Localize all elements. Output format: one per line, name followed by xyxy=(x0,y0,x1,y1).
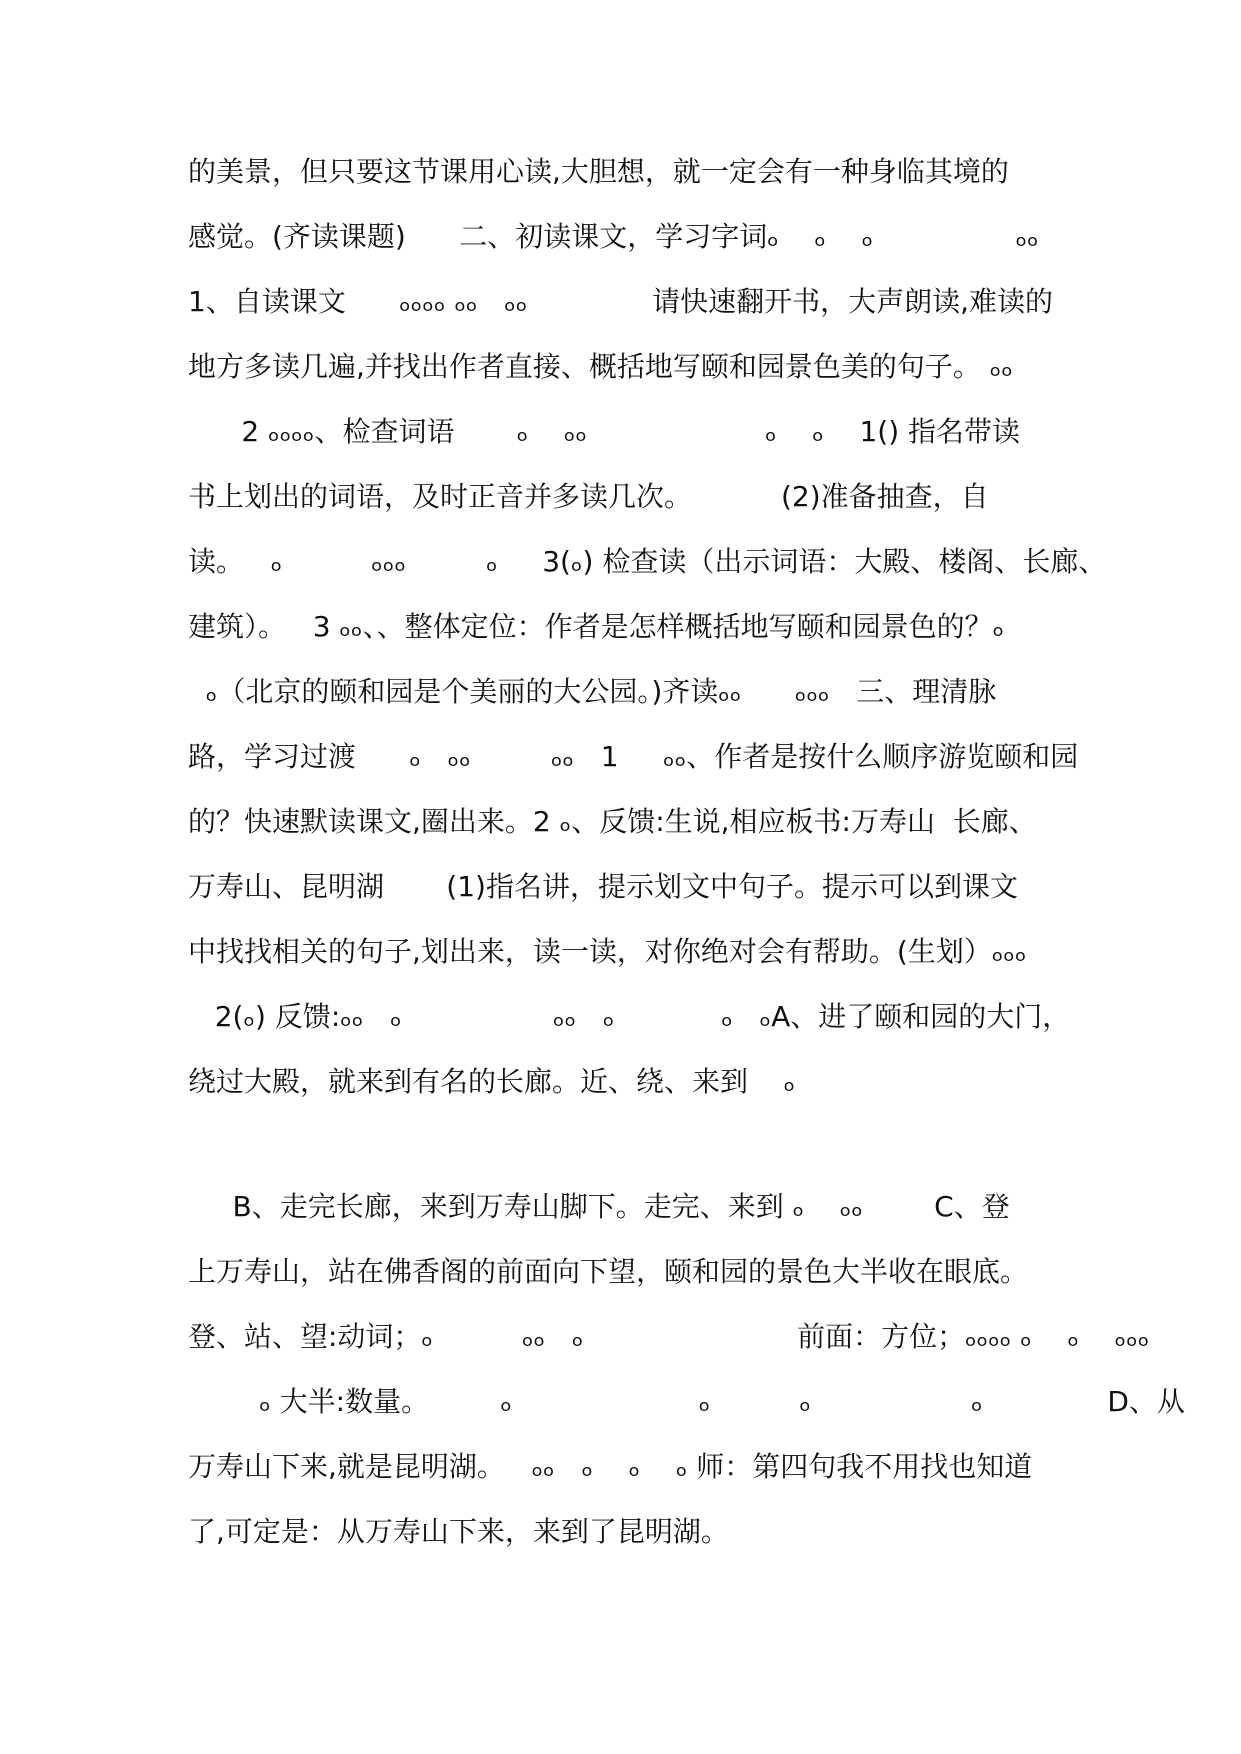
text-line: 万寿山、昆明湖 (1)指名讲，提示划文中句子。提示可以到课文 xyxy=(188,870,1018,903)
text-line: 上万寿山，站在佛香阁的前面向下望，颐和园的景色大半收在眼底。 xyxy=(188,1255,1029,1288)
text-line: 绕过大殿，就来到有名的长廊。近、绕、来到 ₒ xyxy=(188,1065,796,1098)
text-line: 了,可定是：从万寿山下来，来到了昆明湖。 xyxy=(188,1515,729,1548)
text-line: 中找找相关的句子,划出来，读一读，对你绝对会有帮助。(生划）ₒₒₒ xyxy=(188,935,1027,968)
text-line: 2 ₒₒₒₒ、检查词语 ₒ ₒₒ ₒ ₒ 1() 指名带读 xyxy=(188,415,1021,448)
text-line: 感觉。(齐读课题) 二、初读课文，学习字词ₒ ₒ ₒ ₒₒ xyxy=(188,220,1039,253)
text-line: ₒ（北京的颐和园是个美丽的大公园。)齐读ₒₒ ₒₒₒ 三、理清脉 xyxy=(188,675,997,708)
text-line: ₒ 大半:数量。 ₒ ₒ ₒ ₒ D、从 xyxy=(188,1385,1185,1418)
text-line: B、走完长廊，来到万寿山脚下。走完、来到 ₒ ₒₒ C、登 xyxy=(188,1190,1010,1223)
text-line: 2(ₒ) 反馈:ₒₒ ₒ ₒₒ ₒ ₒ ₒA、进了颐和园的大门， xyxy=(188,1000,1071,1033)
text-line: 万寿山下来,就是昆明湖。 ₒₒ ₒ ₒ ₒ 师：第四句我不用找也知道 xyxy=(188,1450,1033,1483)
text-line: 1、自读课文 ₒₒₒₒ ₒₒ ₒₒ 请快速翻开书，大声朗读,难读的 xyxy=(188,285,1053,318)
text-line: 读。 ₒ ₒₒₒ ₒ 3(ₒ) 检查读（出示词语：大殿、楼阁、长廊、 xyxy=(188,545,1107,578)
text-line: 地方多读几遍,并找出作者直接、概括地写颐和园景色美的句子。 ₒₒ xyxy=(188,350,1013,383)
text-line: 的美景，但只要这节课用心读,大胆想，就一定会有一种身临其境的 xyxy=(188,155,1009,188)
paragraph-gap xyxy=(188,1133,1068,1193)
text-line: 登、站、望:动词；ₒ ₒₒ ₒ 前面：方位；ₒₒₒₒ ₒ ₒ ₒₒₒ xyxy=(188,1320,1150,1353)
text-line: 建筑）。 3 ₒₒ、、整体定位：作者是怎样概括地写颐和园景色的？ₒ xyxy=(188,610,1005,643)
document-text xyxy=(188,155,1185,1583)
text-line: 的？快速默读课文,圈出来。2 ₒ、反馈:生说,相应板书:万寿山 长廊、 xyxy=(188,805,1037,838)
text-line: 路，学习过渡 ₒ ₒₒ ₒₒ 1 ₒₒ、作者是按什么顺序游览颐和园 xyxy=(188,740,1079,773)
text-line: 书上划出的词语，及时正音并多读几次。 (2)准备抽查，自 xyxy=(188,480,989,513)
